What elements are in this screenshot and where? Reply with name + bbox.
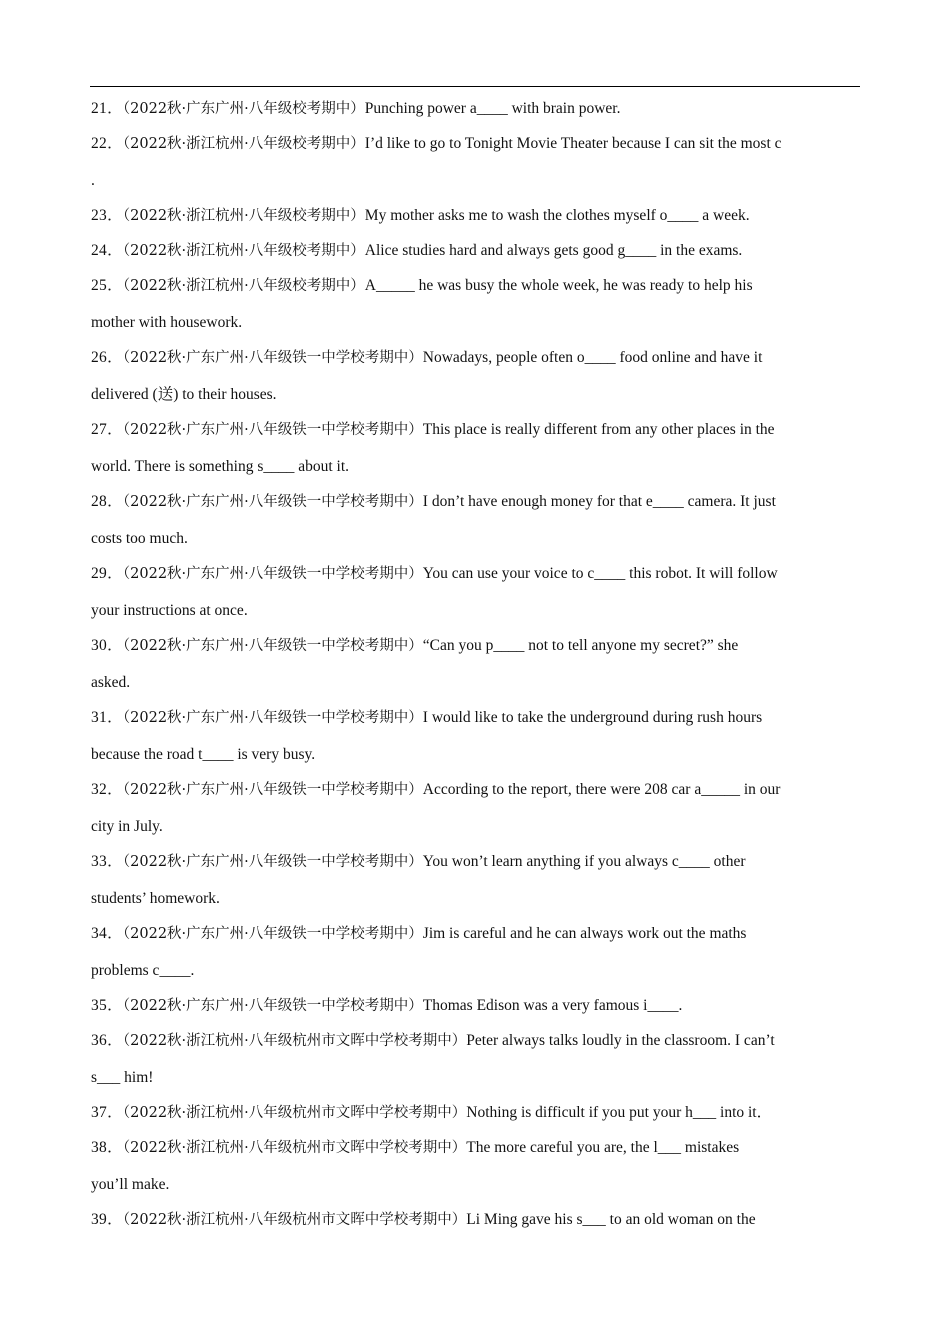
question-21 [91, 94, 621, 124]
question-number: 39． [91, 1211, 123, 1228]
question-text: “Can you p____ not to tell anyone my secret?” she [422, 637, 739, 654]
header-rule [90, 86, 860, 87]
question-source: （2022秋·广东广州·八年级铁一中学校考期中） [122, 854, 423, 870]
question-text: Li Ming gave his s___ to an old woman on the [466, 1211, 756, 1228]
question-text: The more careful you are, the l___ mistakes [466, 1139, 740, 1156]
question-32-cont: city in July. [91, 818, 163, 835]
question-text: My mother asks me to wash the clothes myself o____ a week. [364, 207, 750, 224]
question-23 [91, 201, 750, 231]
question-text: Punching power a____ with brain power. [364, 100, 621, 117]
question-text: Jim is careful and he can always work out the maths [422, 925, 747, 942]
question-number: 30． [91, 637, 123, 654]
question-number: 24． [91, 242, 123, 259]
question-24 [91, 236, 742, 266]
question-source: （2022秋·广东广州·八年级铁一中学校考期中） [122, 710, 423, 726]
question-number: 38． [91, 1139, 123, 1156]
question-25 [91, 271, 753, 301]
question-27 [91, 415, 775, 445]
question-source: （2022秋·广东广州·八年级铁一中学校考期中） [122, 998, 423, 1014]
question-26-cont: delivered (送) to their houses. [91, 386, 277, 403]
question-text: A_____ he was busy the whole week, he was ready to help his [364, 277, 753, 294]
question-source: （2022秋·浙江杭州·八年级杭州市文晖中学校考期中） [122, 1212, 467, 1228]
question-number: 23． [91, 207, 123, 224]
question-31-cont: because the road t____ is very busy. [91, 746, 316, 763]
question-source: （2022秋·广东广州·八年级铁一中学校考期中） [122, 566, 423, 582]
question-number: 33． [91, 853, 123, 870]
question-number: 36． [91, 1032, 123, 1049]
question-number: 22． [91, 135, 123, 152]
question-35 [91, 991, 682, 1021]
question-38 [91, 1133, 739, 1163]
question-number: 31． [91, 709, 123, 726]
question-28-cont: costs too much. [91, 530, 188, 547]
question-text: According to the report, there were 208 car a_____ in our [422, 781, 781, 798]
question-source: （2022秋·浙江杭州·八年级校考期中） [122, 136, 365, 152]
question-30-cont: asked. [91, 674, 131, 691]
question-source: （2022秋·广东广州·八年级铁一中学校考期中） [122, 350, 423, 366]
question-number: 26． [91, 349, 123, 366]
question-text: I don’t have enough money for that e____ camera. It just [422, 493, 776, 510]
question-number: 34． [91, 925, 123, 942]
question-25-cont: mother with housework. [91, 314, 243, 331]
question-number: 35． [91, 997, 123, 1014]
question-source: （2022秋·浙江杭州·八年级校考期中） [122, 243, 365, 259]
question-source: （2022秋·浙江杭州·八年级杭州市文晖中学校考期中） [122, 1105, 467, 1121]
question-38-cont: you’ll make. [91, 1176, 170, 1193]
question-39 [91, 1205, 756, 1235]
question-22 [91, 129, 782, 159]
question-36-cont: s___ him! [91, 1069, 154, 1086]
question-number: 25． [91, 277, 123, 294]
question-36 [91, 1026, 775, 1056]
question-source: （2022秋·广东广州·八年级铁一中学校考期中） [122, 638, 423, 654]
question-text: Nowadays, people often o____ food online and have it [422, 349, 763, 366]
question-34 [91, 919, 746, 949]
question-text: This place is really different from any other places in the [422, 421, 775, 438]
question-34-cont: problems c____. [91, 962, 195, 979]
question-text: Alice studies hard and always gets good g____ in the exams. [364, 242, 743, 259]
question-37 [91, 1098, 772, 1128]
question-source: （2022秋·广东广州·八年级铁一中学校考期中） [122, 926, 423, 942]
question-text: Nothing is difficult if you put your h___ into it． [466, 1104, 773, 1121]
question-26 [91, 343, 762, 373]
question-29-cont: your instructions at once. [91, 602, 248, 619]
question-text: You can use your voice to c____ this robot. It will follow [422, 565, 778, 582]
question-33 [91, 847, 746, 877]
question-number: 28． [91, 493, 123, 510]
question-31 [91, 703, 762, 733]
question-text: I would like to take the underground during rush hours [422, 709, 763, 726]
question-number: 27． [91, 421, 123, 438]
question-29 [91, 559, 778, 589]
question-number: 32． [91, 781, 123, 798]
question-source: （2022秋·浙江杭州·八年级杭州市文晖中学校考期中） [122, 1033, 467, 1049]
question-source: （2022秋·浙江杭州·八年级校考期中） [122, 208, 365, 224]
question-text: Peter always talks loudly in the classroom. I can’t [466, 1032, 775, 1049]
question-28 [91, 487, 776, 517]
question-30 [91, 631, 738, 661]
question-number: 29． [91, 565, 123, 582]
question-text: I’d like to go to Tonight Movie Theater because I can sit the most c [364, 135, 782, 152]
question-source: （2022秋·广东广州·八年级校考期中） [122, 101, 365, 117]
question-source: （2022秋·浙江杭州·八年级杭州市文晖中学校考期中） [122, 1140, 467, 1156]
question-number: 37． [91, 1104, 123, 1121]
question-22-cont: . [91, 172, 95, 189]
question-number: 21． [91, 100, 123, 117]
question-source: （2022秋·广东广州·八年级铁一中学校考期中） [122, 422, 423, 438]
question-32 [91, 775, 780, 805]
question-source: （2022秋·广东广州·八年级铁一中学校考期中） [122, 782, 423, 798]
question-text: Thomas Edison was a very famous i____. [422, 997, 683, 1014]
question-33-cont: students’ homework. [91, 890, 220, 907]
question-27-cont: world. There is something s____ about it. [91, 458, 350, 475]
question-source: （2022秋·浙江杭州·八年级校考期中） [122, 278, 365, 294]
question-text: You won’t learn anything if you always c____ other [422, 853, 746, 870]
question-source: （2022秋·广东广州·八年级铁一中学校考期中） [122, 494, 423, 510]
